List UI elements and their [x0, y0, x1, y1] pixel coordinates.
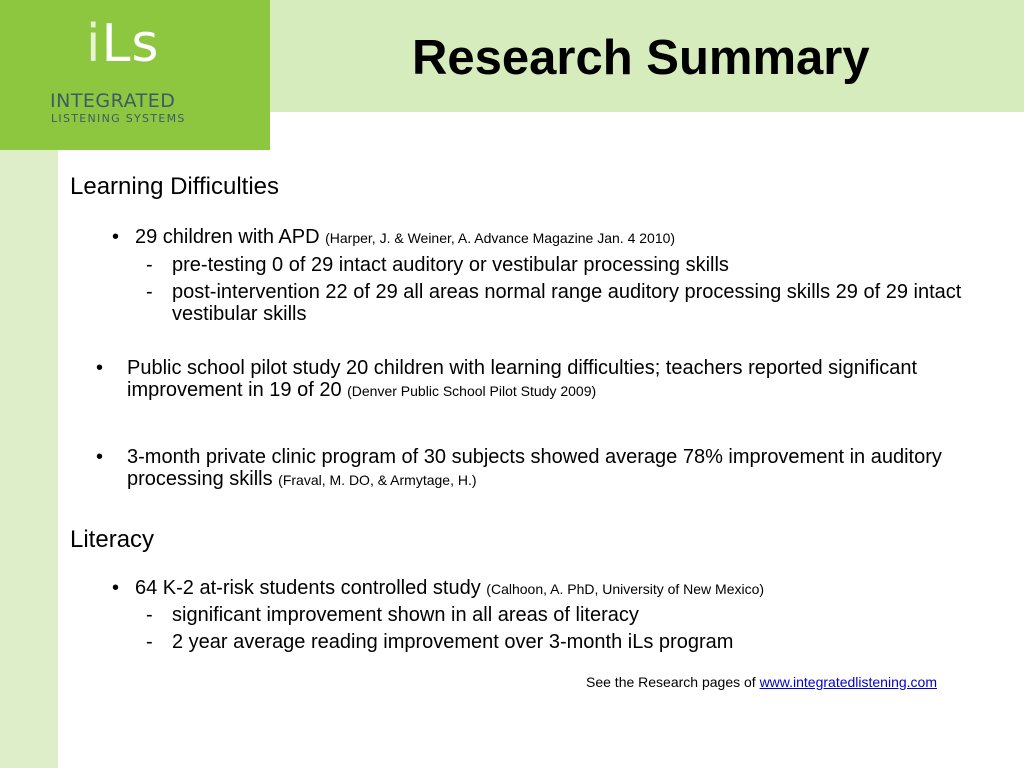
sub-item-text: 2 year average reading improvement over 3-month iLs program	[172, 631, 734, 653]
list-item-text-wrap	[127, 357, 947, 402]
list-item-text: 29 children with APD	[135, 226, 320, 248]
list-item-text-wrap	[135, 577, 764, 600]
logo-line-listening-systems: LISTENING SYSTEMS	[51, 112, 186, 125]
dash-mark: -	[146, 631, 153, 653]
bullet-mark: •	[112, 577, 120, 599]
sub-item-text: post-intervention 22 of 29 all areas normal range auditory processing skills 29 of 29 intact vestibular skills	[172, 281, 962, 325]
sub-item-text: significant improvement shown in all areas of literacy	[172, 604, 639, 626]
page-title: Research Summary	[412, 31, 870, 85]
dash-mark: -	[146, 281, 153, 303]
bullet-mark: •	[96, 357, 104, 379]
logo-wordmark-i: i	[86, 14, 102, 74]
bullet-mark: •	[96, 446, 104, 468]
list-item-text: Public school pilot study 20 children with learning difficulties; teachers reported significant improvement in 19 of 20	[127, 357, 918, 401]
list-item-text-wrap	[135, 226, 675, 249]
website-link[interactable]: www.integratedlistening.com	[759, 674, 937, 690]
citation: (Denver Public School Pilot Study 2009)	[347, 383, 597, 399]
logo-wordmark-ls: Ls	[101, 14, 160, 74]
sub-item-text: pre-testing 0 of 29 intact auditory or vestibular processing skills	[172, 254, 729, 276]
section-heading-literacy: Literacy	[70, 526, 155, 553]
ils-logo	[0, 0, 270, 150]
list-item-text-wrap	[127, 446, 972, 491]
footer-research-note	[586, 674, 937, 690]
bullet-mark: •	[112, 226, 120, 248]
logo-line-integrated: INTEGRATED	[50, 90, 176, 112]
citation: (Harper, J. & Weiner, A. Advance Magazine Jan. 4 2010)	[325, 230, 676, 246]
citation: (Fraval, M. DO, & Armytage, H.)	[278, 472, 477, 488]
dash-mark: -	[146, 604, 153, 626]
footer-text: See the Research pages of	[586, 674, 756, 690]
section-heading-learning-difficulties: Learning Difficulties	[70, 173, 280, 200]
list-item-text: 3-month private clinic program of 30 subjects showed average 78% improvement in auditory processing skills	[127, 446, 942, 490]
list-item-text: 64 K-2 at-risk students controlled study	[135, 577, 481, 599]
citation: (Calhoon, A. PhD, University of New Mexico)	[486, 581, 765, 597]
logo-wordmark	[86, 14, 160, 74]
dash-mark: -	[146, 254, 153, 276]
